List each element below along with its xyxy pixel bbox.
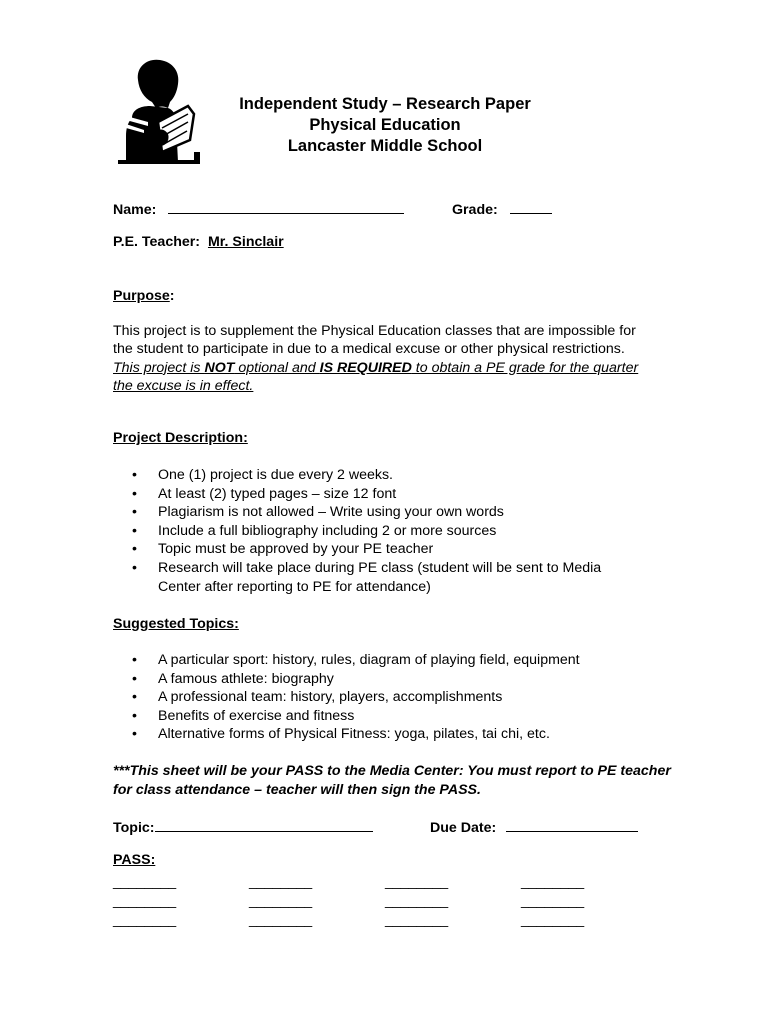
list-item: • Alternative forms of Physical Fitness: yoga, pilates, tai chi, etc. [113,725,653,744]
due-date-row [430,817,638,836]
signature-blank[interactable]: ________ [385,912,449,928]
grade-row [452,199,552,218]
pass-row [113,893,633,912]
name-label: Name: [113,202,157,218]
topic-label: Topic: [113,820,155,836]
topic-field[interactable] [155,817,373,832]
pass-row [113,912,633,931]
list-item: • A particular sport: history, rules, diagram of playing field, equipment [113,651,653,670]
list-item: • One (1) project is due every 2 weeks. [113,466,653,485]
topics-heading: Suggested Topics: [113,616,239,632]
name-row [113,199,404,218]
purpose-paragraph [113,322,658,395]
signature-blank[interactable]: ________ [249,874,313,890]
purpose-text: This project is to supplement the Physical Education classes that are impossible for the student to participate in due to a medical excuse or other physical restrictions. [113,323,636,358]
teacher-row [113,234,284,250]
purpose-heading-colon: : [169,288,175,304]
name-field[interactable] [168,199,404,214]
signature-blank[interactable]: ________ [385,893,449,909]
project-heading: Project Description: [113,430,248,446]
list-item: • At least (2) typed pages – size 12 font [113,485,653,504]
topic-row [113,817,373,836]
signature-blank[interactable]: ________ [385,874,449,890]
note-not: NOT [204,359,235,376]
note-part-a: This project is [113,359,205,376]
signature-blank[interactable]: ________ [521,893,585,909]
topics-list [113,651,653,744]
header-title: Independent Study – Research Paper [239,95,531,113]
purpose-note [113,359,658,396]
pass-note: ***This sheet will be your PASS to the Media Center: You must report to PE teacher for class attendance – teacher will then sign the PASS. [113,763,671,798]
teacher-name: Mr. Sinclair [207,234,284,250]
project-list [113,466,653,596]
header-school: Lancaster Middle School [287,137,483,155]
list-item: • Topic must be approved by your PE teacher [113,540,653,559]
pass-row [113,874,633,893]
note-part-c: to obtain a PE grade for the quarter the excuse is in effect. [113,359,639,394]
signature-blank[interactable]: ________ [113,874,177,890]
signature-blank[interactable]: ________ [113,912,177,928]
note-required: IS REQUIRED [319,359,412,376]
note-part-b: optional and [234,359,320,376]
header-subject: Physical Education [309,116,461,134]
due-date-field[interactable] [506,817,638,832]
document-header [200,94,570,157]
signature-blank[interactable]: ________ [249,912,313,928]
pass-heading: PASS: [113,852,156,868]
child-reading-book-silhouette-icon [118,56,200,164]
grade-label: Grade: [452,202,498,218]
list-item: • Plagiarism is not allowed – Write using your own words [113,503,653,522]
list-item: • Benefits of exercise and fitness [113,707,653,726]
signature-blank[interactable]: ________ [521,912,585,928]
grade-field[interactable] [510,199,552,214]
signature-blank[interactable]: ________ [249,893,313,909]
list-item: • A professional team: history, players, accomplishments [113,688,653,707]
teacher-label: P.E. Teacher: [113,234,201,250]
due-date-label: Due Date: [430,820,497,836]
purpose-heading-text: Purpose [113,288,170,304]
list-item: • A famous athlete: biography [113,670,653,689]
pass-signature-grid [113,874,633,931]
list-item: • Research will take place during PE class (student will be sent to Media Center after reporting to PE for attendance) [113,559,653,596]
signature-blank[interactable]: ________ [113,893,177,909]
purpose-heading [113,288,175,304]
signature-blank[interactable]: ________ [521,874,585,890]
list-item: • Include a full bibliography including 2 or more sources [113,522,653,541]
